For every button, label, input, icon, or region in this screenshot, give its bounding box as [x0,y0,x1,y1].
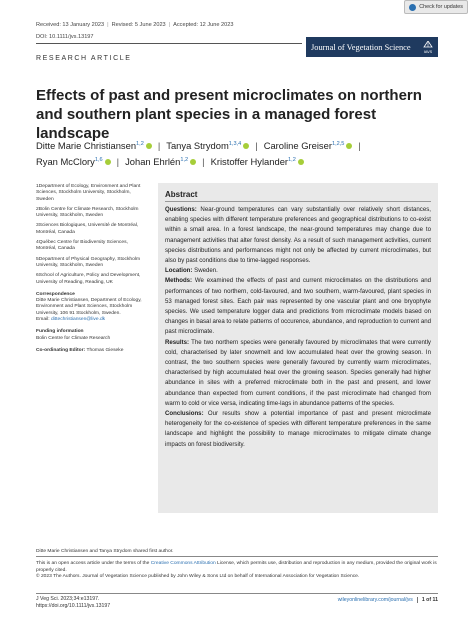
abstract-heading: Abstract [165,190,198,199]
revised-date: Revised: 5 June 2023 [111,22,166,28]
page-info [338,597,438,603]
abstract-box [158,183,438,513]
orcid-icon[interactable] [146,143,152,149]
article-doi[interactable]: DOI: 10.1111/jvs.13197 [36,34,94,40]
orcid-icon[interactable] [105,159,111,165]
license-post-text: License, which permits use, distribution and reproduction in any medium, provided the original work is properly cited. [36,561,437,573]
license-block [36,561,438,581]
author-name[interactable]: Caroline Greiser [263,140,332,152]
location-label: Location: [165,267,193,275]
author-affil-sup: 1,3,4 [228,141,242,147]
affiliation: 1Department of Ecology, Environment and Plant Sciences, Stockholm University, Stockholm, Sweden [36,184,141,202]
questions-label: Questions: [165,206,197,213]
methods-label: Methods: [165,277,193,285]
coordinating-editor-label: Co-ordinating Editor: [36,347,86,353]
author-affil-sup: 1,2 [136,141,144,147]
affiliation: 2Bolin Centre for Climate Research, Stockholm University, Stockholm, Sweden [36,206,139,219]
shared-first-author-note: Ditte Marie Christiansen and Tanya Strydom shared first author. [36,549,174,554]
questions-text: Near-ground temperatures can vary substantially over relatively short distances, enabling species with different temperature preferences and geographical distributions to co-exist within a small area. In a forest landscape, the near-ground temperatures may change due to management activities that alter forest density. As a result of such management activities, current species distributions and performances might not only be affected by current microclimates, but also by past conditions due to time-lagged responses. [165,206,431,265]
affiliation: 6School of Agriculture, Policy and Development, University of Reading, Reading, UK [36,273,141,285]
bottom-divider [36,593,438,594]
author-list: Ditte Marie Christiansen$^{1,2}$ | Tanya Strydom$^{1,3,4}$ | Caroline Greiser$^{1,2,5}$ | Ryan McClory$^{1,6}$ | Johan Ehrlén$^{1,2}$ | Kristoffer Hylander$^{1,2}$ [36,140,361,168]
funding-text: Bolin Centre for Climate Research [36,335,111,341]
article-dates: Received: 13 January 2023 | Revised: 5 June 2023 | Accepted: 12 June 2023 [36,22,234,28]
affiliation: 5Department of Physical Geography, Stockholm University, Stockholm, Sweden [36,256,141,268]
orcid-icon[interactable] [298,159,304,165]
received-date: Received: 13 January 2023 [36,22,105,28]
copyright-text: © 2023 The Authors. Journal of Vegetation Science published by John Wiley & Sons Ltd on behalf of International Association for Vegetation Science. [36,574,360,580]
email-label: Email: [36,317,50,323]
creative-commons-link[interactable]: Creative Commons Attribution [150,561,216,566]
iavs-logo-text: IAVS [423,49,433,54]
accepted-date: Accepted: 12 June 2023 [173,22,234,28]
check-for-updates-button[interactable] [404,0,468,14]
update-check-icon [409,4,416,11]
correspondence-text: Ditte Marie Christiansen, Department of Ecology, Environment and Plant Sciences, Stockholm University, 106 91 Stockholm, Sweden. [36,298,142,316]
funding-heading: Funding information [36,329,84,335]
coordinating-editor-name: Thomas Gieseke [86,347,124,353]
email-link[interactable]: dittechristiansen@live.dk [50,317,106,323]
author-name[interactable]: Kristoffer Hylander [210,156,289,168]
author-affil-sup: 1,6 [94,157,103,164]
author-affil-sup: 1,2 [288,157,296,164]
author-name[interactable]: Johan Ehrlén [125,156,181,168]
citation-block [36,596,110,610]
leaf-logo-icon [423,41,433,49]
author-affil-sup: 1,2,5 [331,141,345,147]
abstract-methods [165,276,431,337]
citation-doi-link[interactable]: https://doi.org/10.1111/jvs.13197 [36,603,111,609]
author-affil-sup: 1,2 [180,157,189,164]
author-name[interactable]: Ryan McClory [36,156,95,168]
results-text: The two northern species were generally favoured by microclimates that were currently cold, characterised by later snowmelt and low accumulated heat over the growing season. In contrast, the two southern species were generally favoured by currently warm microclimates, characterised by high accumulated heat over the growing season. Species generally had higher abundance in sites with a preferred microclimate both in the past and present, and lower abundance than expected from current conditions, if the past microclimate had changed from warm to cold or vice versa, indicating time-lags in abundance patterns of the species. [165,338,431,407]
header-divider [36,43,302,44]
orcid-icon[interactable] [190,159,196,165]
abstract-results [165,338,431,409]
check-for-updates-label: Check for updates [419,4,463,10]
methods-text: We examined the effects of past and current microclimates on the distributions and performances of two northern, cold-favoured, and two southern, warm-favoured, plant species in 53 managed forest sites. Each pair was represented by one vascular plant and one bryophyte species. We used temperature logger data and predictions from microclimate models based on changes in basal area to relate patterns of occurence, abundance, and reproduction to current and past microclimate. [165,277,431,336]
license-pre-text: This is an open access article under the terms of the [36,561,150,566]
correspondence-heading: Correspondence [36,291,75,297]
affiliation: 4Québec Centre for Biodiversity Sciences, Montréal, Canada [36,240,128,252]
affiliation: 3Sciences Biologiques, Université de Montréal, Montréal, Canada [36,223,139,235]
conclusions-text: Our results show a potential importance of past and present microclimate heterogeneity for the co-existence of species with different temperature preferences in the same landscape and highlight the possibility to manage microclimates to mitigate climate change impacts on forest biodiversity. [165,410,431,448]
abstract-divider [165,201,431,202]
journal-banner [306,37,438,57]
author-name[interactable]: Ditte Marie Christiansen [36,140,137,152]
affiliations-sidebar [36,184,148,358]
section-label: RESEARCH ARTICLE [36,55,132,62]
iavs-logo [423,41,433,54]
article-title: Effects of past and present microclimates on northern and southern plant species in a managed forest landscape [36,87,422,142]
orcid-icon[interactable] [243,143,249,149]
citation-text: J Veg Sci. 2023;34:e13197. [36,596,100,602]
footer-divider [36,556,438,557]
results-label: Results: [165,338,190,346]
journal-website-link[interactable]: wileyonlinelibrary.com/journal/jvs [337,597,413,603]
conclusions-label: Conclusions: [165,410,204,418]
abstract-location [165,266,431,276]
page-number: 1 of 11 [417,597,438,603]
location-text: Sweden. [194,267,218,275]
abstract-conclusions [165,409,431,450]
author-name[interactable]: Tanya Strydom [166,140,229,152]
abstract-questions [165,205,431,266]
journal-name: Journal of Vegetation Science [311,42,411,52]
orcid-icon[interactable] [346,143,352,149]
